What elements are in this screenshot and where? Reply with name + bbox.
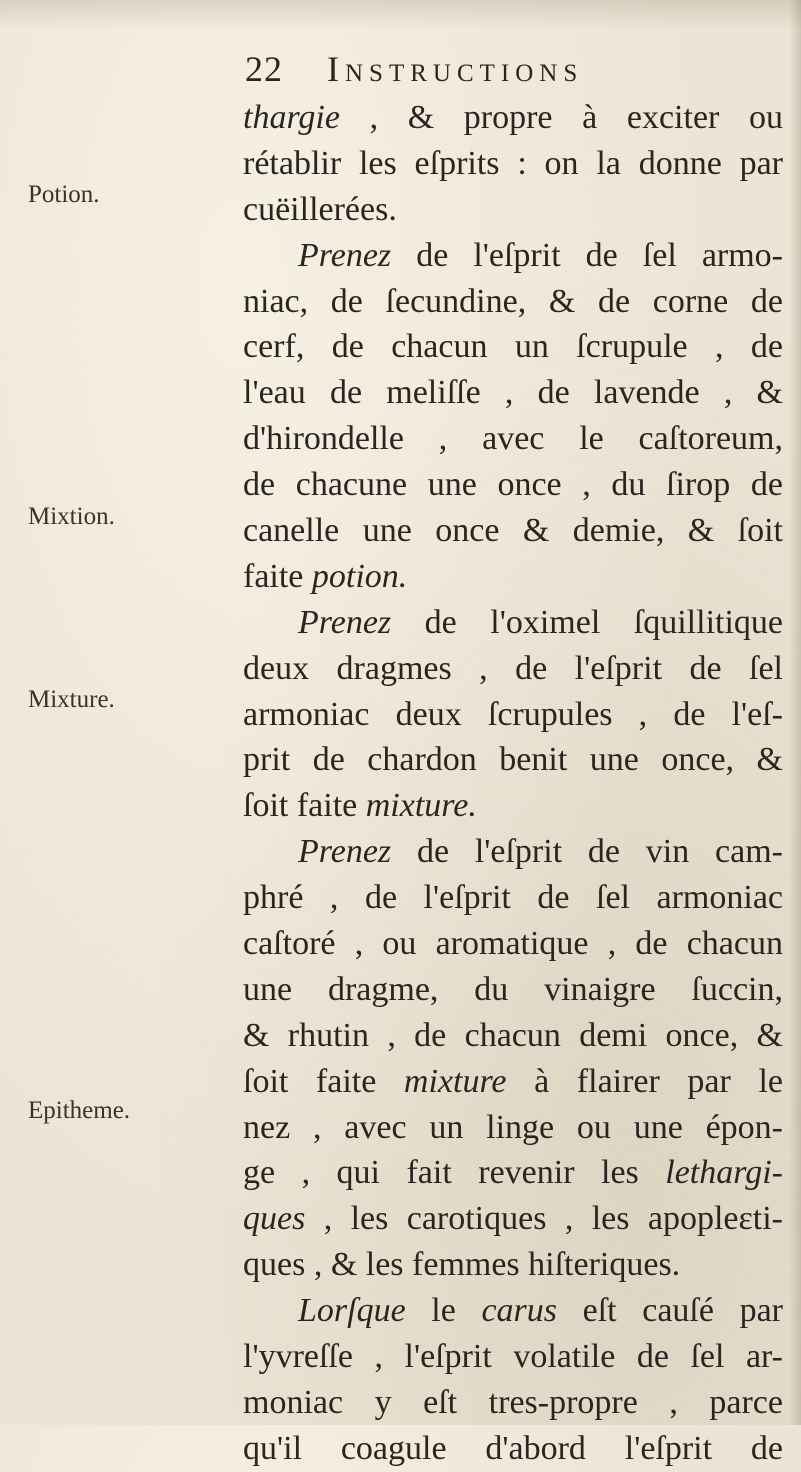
text-run: le: [405, 1292, 482, 1330]
text-run: ſoit faite: [243, 787, 366, 825]
text-run: moniac y eſt tres-propre , parce: [243, 1383, 783, 1421]
text-line: [243, 187, 783, 233]
italic-text: mixture: [403, 1062, 507, 1100]
margin-note-epitheme: Epitheme.: [28, 1097, 131, 1124]
text-run: niac, de ſecundine, & de corne de: [243, 282, 783, 320]
text-line: [243, 875, 783, 921]
text-line: [243, 370, 783, 416]
text-run: canelle une once & demie, & ſoit: [243, 512, 783, 550]
italic-text: thargie: [243, 99, 340, 136]
text-line: [243, 95, 783, 141]
text-line: [243, 1196, 783, 1242]
text-line: [243, 1242, 783, 1288]
italic-text: Prenez: [298, 833, 392, 871]
text-line: [243, 554, 783, 600]
text-run: à flairer par le: [506, 1062, 783, 1100]
text-run: rétablir les eſprits : on la donne par: [243, 144, 783, 182]
text-run: l'yvreſſe , l'eſprit volatile de ſel ar-: [243, 1338, 783, 1376]
italic-text: ques: [243, 1200, 306, 1238]
text-run: qu'il coagule d'abord l'eſprit de: [243, 1429, 783, 1467]
text-line: [243, 600, 783, 646]
page-number: 22: [245, 49, 283, 89]
text-run: & rhutin , de chacun demi once, &: [243, 1016, 783, 1054]
text-line: [243, 233, 783, 279]
text-run: armoniac deux ſcrupules , de l'eſ-: [243, 695, 783, 733]
text-run: phré , de l'eſprit de ſel armoniac: [243, 879, 783, 917]
page-header: [245, 44, 745, 94]
text-run: deux dragmes , de l'eſprit de ſel: [243, 649, 783, 687]
text-line: [243, 141, 783, 187]
text-run: , les carotiques , les apopleɛti-: [305, 1200, 783, 1238]
text-run: faite: [243, 557, 312, 595]
text-line: [243, 1150, 783, 1196]
text-line: [243, 737, 783, 783]
text-run: d'hirondelle , avec le caſtoreum,: [243, 420, 783, 458]
text-line: [243, 1426, 783, 1472]
text-line: [243, 783, 783, 829]
text-line: [243, 1013, 783, 1059]
margin-note-potion: Potion.: [28, 181, 100, 208]
text-run: ge , qui fait revenir les: [243, 1154, 666, 1192]
text-line: [243, 646, 783, 692]
text-run: cuëillerées.: [243, 190, 397, 228]
text-run: caſtoré , ou aromatique , de chacun: [243, 925, 783, 963]
text-run: de l'eſprit de ſel armo-: [391, 236, 783, 274]
text-line: [243, 1334, 783, 1380]
text-run: l'eau de meliſſe , de lavende , &: [243, 374, 783, 412]
page-edge-shadow: [789, 0, 801, 1425]
italic-text: potion.: [311, 557, 408, 595]
text-line: [243, 1380, 783, 1426]
italic-text: lethargi-: [665, 1154, 783, 1192]
text-run: nez , avec un linge ou une épon-: [243, 1108, 783, 1146]
text-line: [243, 1288, 783, 1334]
italic-text: mixture.: [365, 787, 477, 825]
text-line: [243, 829, 783, 875]
text-line: [243, 967, 783, 1013]
text-run: eſt cauſé par: [557, 1292, 783, 1330]
text-line: [243, 416, 783, 462]
italic-text: Prenez: [298, 236, 392, 274]
text-run: , & propre à exciter ou: [339, 99, 783, 136]
text-line: [243, 279, 783, 325]
italic-text: Lorſque: [298, 1292, 406, 1330]
text-line: [243, 921, 783, 967]
text-line: [243, 1059, 783, 1105]
text-run: de chacune une once , du ſirop de: [243, 466, 783, 504]
text-run: de l'eſprit de vin cam-: [391, 833, 783, 871]
text-run: ſoit faite: [243, 1062, 404, 1100]
text-line: [243, 508, 783, 554]
text-run: une dragme, du vinaigre ſuccin,: [243, 970, 783, 1008]
italic-text: Prenez: [298, 603, 392, 641]
text-line: [243, 692, 783, 738]
running-title: Instructions: [327, 49, 584, 89]
text-line: [243, 1105, 783, 1151]
margin-note-mixtion: Mixtion.: [28, 503, 115, 530]
text-line: [243, 324, 783, 370]
text-run: cerf, de chacun un ſcrupule , de: [243, 328, 783, 366]
margin-note-mixture: Mixture.: [28, 686, 115, 713]
text-run: de l'oximel ſquillitique: [391, 603, 783, 641]
body-text: [243, 95, 783, 1472]
page-top-shadow: [0, 0, 801, 30]
text-run: prit de chardon benit une once, &: [243, 741, 783, 779]
text-run: ques , & les femmes hiſteriques.: [243, 1246, 681, 1284]
text-line: [243, 462, 783, 508]
italic-text: carus: [481, 1292, 558, 1330]
